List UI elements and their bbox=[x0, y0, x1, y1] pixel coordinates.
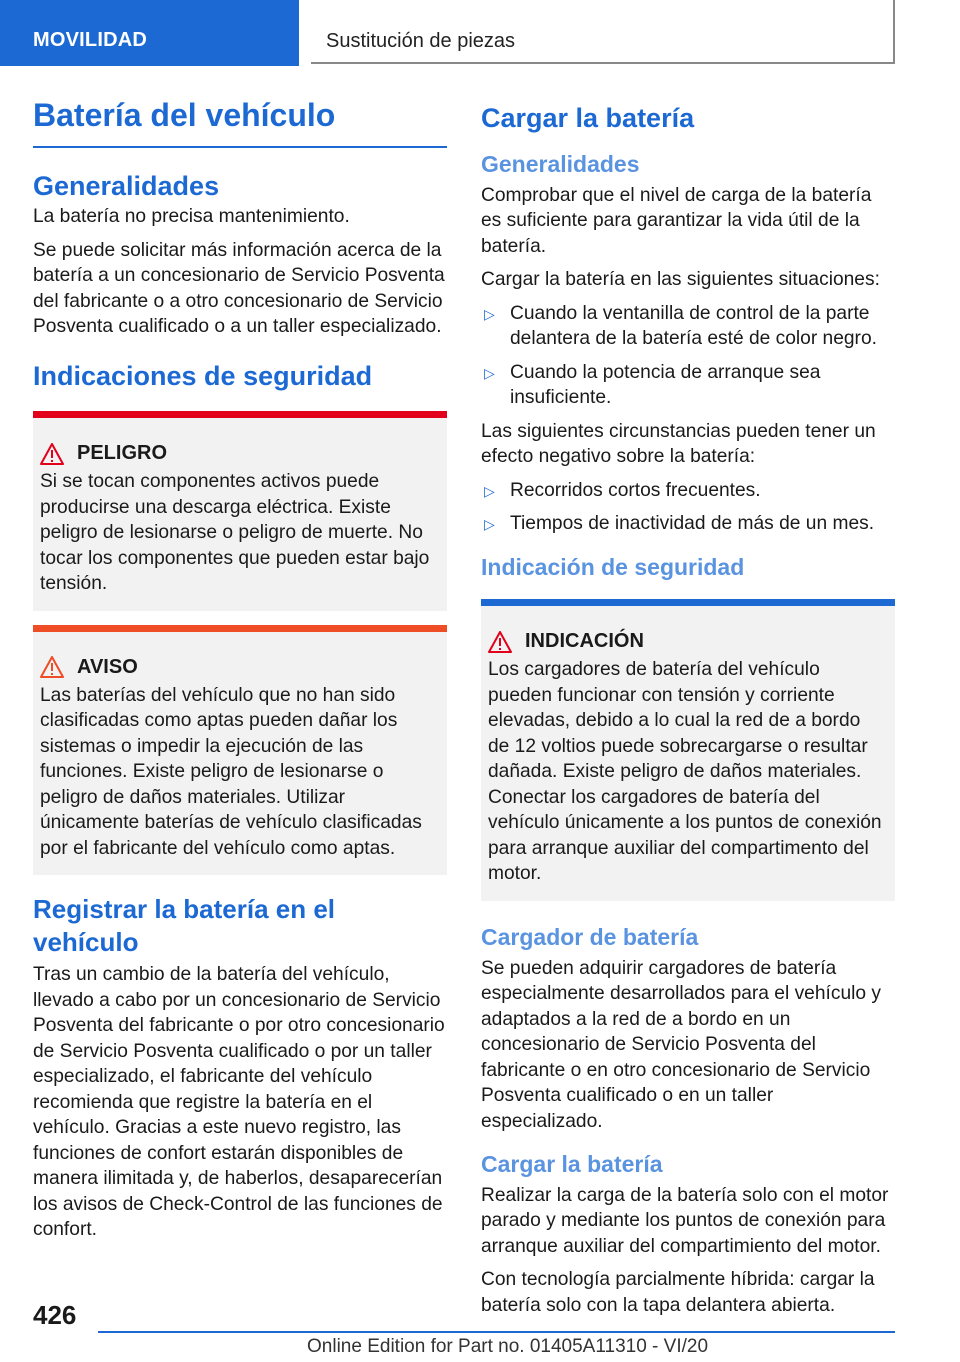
heading-indicacion-seguridad: Indicación de seguridad bbox=[481, 553, 745, 580]
section-tab bbox=[0, 0, 299, 66]
triangle-bullet-icon: ▷ bbox=[484, 516, 495, 532]
paragraph: Se pueden adquirir cargadores de batería especialmente desarrollados para el vehículo y adaptados a la red de a bordo en un concesionario de Servicio Posventa del fabricante o en otro concesionario de Servicio Posventa cualificado o en un taller especializado. bbox=[481, 957, 881, 1132]
left-column bbox=[33, 96, 447, 1251]
warning-title: AVISO bbox=[77, 655, 138, 678]
heading-cargar: Cargar la batería bbox=[481, 1151, 663, 1177]
triangle-bullet-icon: ▷ bbox=[484, 305, 495, 322]
heading-cargador: Cargador de batería bbox=[481, 923, 699, 950]
chapter-label: Sustitución de piezas bbox=[326, 30, 516, 52]
warning-triangle-icon bbox=[488, 631, 512, 653]
paragraph: Tras un cambio de la batería del vehículo, llevado a cabo por un concesionario de Servicio Posventa del fabricante o por otro concesionario de Servicio Posventa cualificado o por un taller especializado, el fabricante del vehículo recomienda que registre la batería en el vehículo. Gracias a este nuevo registro, las funciones de confort estarán disponibles de manera ilimitada y, de haberlos, desaparecerían los avisos de Check-Control de las funciones de confort. bbox=[33, 964, 445, 1241]
warning-triangle-icon bbox=[40, 656, 64, 678]
paragraph: Con tecnología parcialmente híbrida: cargar la batería solo con la tapa delantera abierta. bbox=[481, 1269, 875, 1316]
paragraph: Se puede solicitar más información acerca de la batería a un concesionario de Servicio Posventa del fabricante o a otro concesionario de Servicio Posventa cualificado o a un taller especializado. bbox=[33, 239, 445, 338]
paragraph: Las siguientes circunstancias pueden tener un efecto negativo sobre la batería: bbox=[481, 420, 876, 467]
heading-cargar-bateria: Cargar la batería bbox=[481, 103, 695, 133]
list-item: ▷ Recorridos cortos frecuentes. bbox=[481, 478, 895, 504]
notice-text: Los cargadores de batería del vehículo pueden funcionar con tensión y corriente elevadas, debido a lo cual la red de a bordo de 12 voltios puede sobrecargarse o resultar dañada. Existe peligro de daños materiales. Conectar los cargadores de batería del vehículo únicamente a los puntos de conexión para arranque auxiliar del compartimento del motor. bbox=[488, 659, 882, 885]
warning-triangle-icon bbox=[40, 443, 64, 465]
situations-list bbox=[481, 301, 895, 411]
page-number: 426 bbox=[33, 1300, 77, 1330]
triangle-bullet-icon: ▷ bbox=[484, 482, 495, 499]
warning-box bbox=[33, 625, 447, 876]
paragraph: Realizar la carga de la batería solo con el motor parado y mediante los puntos de conexión para arranque auxiliar del compartimiento del motor. bbox=[481, 1184, 889, 1257]
heading-generalidades: Generalidades bbox=[481, 150, 640, 177]
notice-title: INDICACIÓN bbox=[525, 630, 644, 653]
paragraph: Cargar la batería en las siguientes situaciones: bbox=[481, 269, 880, 290]
page-title: Batería del vehículo bbox=[33, 96, 447, 148]
footer-divider bbox=[98, 1331, 895, 1333]
danger-box bbox=[33, 411, 447, 611]
list-item: ▷ Cuando la ventanilla de control de la parte delantera de la batería esté de color negro. bbox=[484, 302, 877, 349]
notice-box bbox=[481, 599, 895, 901]
section-label: MOVILIDAD bbox=[33, 29, 148, 51]
list-item: ▷ Cuando la potencia de arranque sea insuficiente. bbox=[484, 361, 821, 408]
paragraph: Comprobar que el nivel de carga de la batería es suficiente para garantizar la vida útil de la batería. bbox=[481, 184, 872, 257]
warning-text: Las baterías del vehículo que no han sido clasificadas como aptas pueden dañar los sistemas o impedir la ejecución de las funciones. Existe peligro de lesionarse o peligro de daños materiales. Utilizar únicamente baterías de vehículo clasificadas por el fabricante del vehículo como aptas. bbox=[40, 684, 422, 859]
list-item: ▷ Tiempos de inactividad de más de un mes. bbox=[481, 511, 895, 537]
heading-seguridad: Indicaciones de seguridad bbox=[33, 360, 373, 391]
circumstances-list bbox=[481, 478, 895, 537]
danger-text: Si se tocan componentes activos puede producirse una descarga eléctrica. Existe peligro de lesionarse o peligro de muerte. No tocar los componentes que pueden estar bajo tensión. bbox=[40, 471, 430, 595]
danger-title: PELIGRO bbox=[77, 442, 168, 465]
chapter-tab bbox=[311, 0, 895, 64]
footer-edition: Online Edition for Part no. 01405A11310 - VI/20 bbox=[307, 1336, 709, 1357]
triangle-bullet-icon: ▷ bbox=[484, 364, 495, 381]
right-column bbox=[481, 96, 895, 1326]
heading-generalidades: Generalidades bbox=[33, 171, 220, 202]
heading-registrar: Registrar la batería en el vehículo bbox=[33, 894, 336, 957]
paragraph: La batería no precisa mantenimiento. bbox=[33, 206, 350, 228]
